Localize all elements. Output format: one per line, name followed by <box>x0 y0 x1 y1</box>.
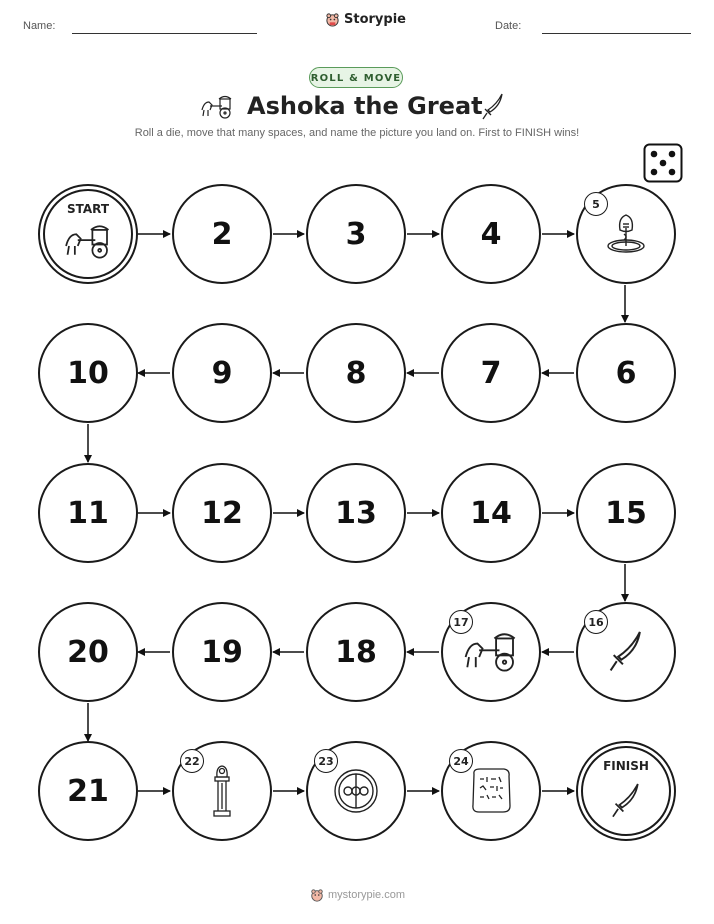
space-16[interactable] <box>576 602 676 702</box>
space-number-tag: 5 <box>584 192 608 216</box>
activity-badge: ROLL & MOVE <box>309 67 403 88</box>
shield-icon <box>331 766 381 816</box>
space-4[interactable] <box>441 184 541 284</box>
space-18[interactable] <box>306 602 406 702</box>
space-14[interactable] <box>441 463 541 563</box>
page-title: Ashoka the Great <box>247 92 483 120</box>
space-number: 12 <box>201 495 243 531</box>
footer-url[interactable]: mystorypie.com <box>328 889 406 901</box>
space-9[interactable] <box>172 323 272 423</box>
lion-pillar-icon <box>207 763 237 819</box>
space-19[interactable] <box>172 602 272 702</box>
space-number: 7 <box>480 355 502 391</box>
space-number: 20 <box>67 634 109 670</box>
space-number: 3 <box>345 216 367 252</box>
space-number-tag: 23 <box>314 749 338 773</box>
space-17[interactable] <box>441 602 541 702</box>
date-label: Date: <box>495 20 522 32</box>
space-number: 21 <box>67 773 109 809</box>
finish-label: FINISH <box>603 759 649 773</box>
space-number: 4 <box>480 216 502 252</box>
space-number-tag: 17 <box>449 610 473 634</box>
space-22[interactable] <box>172 741 272 841</box>
chariot-icon <box>62 223 114 261</box>
space-number-tag: 24 <box>449 749 473 773</box>
space-13[interactable] <box>306 463 406 563</box>
space-6[interactable] <box>576 323 676 423</box>
chariot-icon <box>462 630 520 674</box>
space-number: 6 <box>615 355 637 391</box>
inscription-stone-icon <box>468 766 514 816</box>
space-21[interactable] <box>38 741 138 841</box>
space-number: 15 <box>605 495 647 531</box>
space-15[interactable] <box>576 463 676 563</box>
space-2[interactable] <box>172 184 272 284</box>
footer <box>310 888 405 902</box>
space-8[interactable] <box>306 323 406 423</box>
space-number-tag: 22 <box>180 749 204 773</box>
sword-icon <box>609 781 643 821</box>
space-number: 2 <box>211 216 233 252</box>
storypie-mascot-icon <box>310 888 324 902</box>
space-12[interactable] <box>172 463 272 563</box>
space-20[interactable] <box>38 602 138 702</box>
space-10[interactable] <box>38 323 138 423</box>
space-start[interactable] <box>38 184 138 284</box>
space-number: 11 <box>67 495 109 531</box>
space-5[interactable] <box>576 184 676 284</box>
space-11[interactable] <box>38 463 138 563</box>
space-finish[interactable] <box>576 741 676 841</box>
name-label: Name: <box>23 20 56 32</box>
space-3[interactable] <box>306 184 406 284</box>
space-number: 18 <box>335 634 377 670</box>
space-7[interactable] <box>441 323 541 423</box>
space-number: 14 <box>470 495 512 531</box>
space-number: 13 <box>335 495 377 531</box>
space-number: 19 <box>201 634 243 670</box>
snake-icon <box>604 210 648 258</box>
brand-name: Storypie <box>344 12 406 27</box>
space-number-tag: 16 <box>584 610 608 634</box>
space-24[interactable] <box>441 741 541 841</box>
space-number: 9 <box>211 355 233 391</box>
space-number: 10 <box>67 355 109 391</box>
space-23[interactable] <box>306 741 406 841</box>
start-label: START <box>66 202 110 216</box>
sword-icon <box>606 628 646 676</box>
space-number: 8 <box>345 355 367 391</box>
instructions: Roll a die, move that many spaces, and name the picture you land on. First to FINISH wins! <box>134 127 580 139</box>
